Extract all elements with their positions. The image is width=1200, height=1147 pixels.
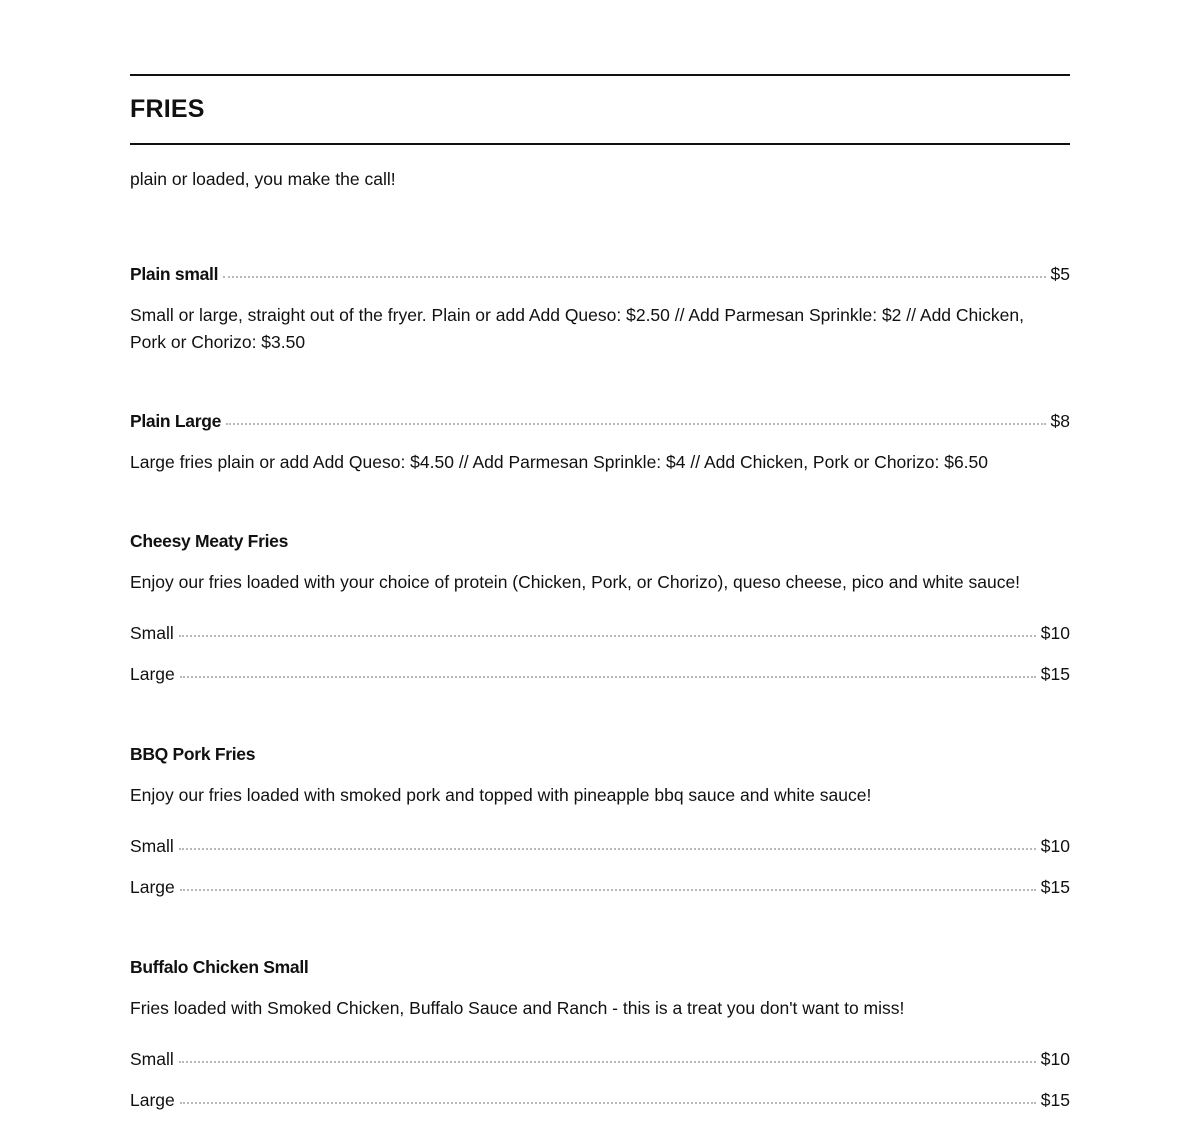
- menu-item-buffalo-chicken-small: [130, 957, 904, 1022]
- item-description: Enjoy our fries loaded with smoked pork and topped with pineapple bbq sauce and white sauce!: [130, 785, 872, 805]
- variant-price: $15: [1040, 664, 1070, 684]
- item-name: Plain Large: [130, 411, 222, 431]
- menu-item-cheesy-meaty-fries: [130, 531, 1020, 596]
- item-heading-row: [130, 411, 1070, 432]
- variant-label: Large: [130, 1090, 175, 1110]
- item-price: $8: [1050, 411, 1070, 431]
- variant-label: Small: [130, 836, 174, 856]
- variant-row: [130, 623, 1070, 644]
- section-description: plain or loaded, you make the call!: [130, 169, 396, 189]
- dotted-leader: [180, 889, 1036, 891]
- item-price: $5: [1050, 264, 1070, 284]
- dotted-leader: [179, 635, 1036, 637]
- item-heading-row: [130, 264, 1070, 285]
- variant-price: $15: [1040, 1090, 1070, 1110]
- menu-item-plain-large: [130, 411, 1070, 476]
- variant-row: [130, 836, 1070, 857]
- variant-price: $15: [1040, 877, 1070, 897]
- item-description: Small or large, straight out of the fryer. Plain or add Add Queso: $2.50 // Add Parmesan Sprinkle: $2 // Add Chicken, Pork or Chorizo: $3.50: [130, 305, 1024, 352]
- dotted-leader: [179, 1061, 1036, 1063]
- section-bottom-rule: [130, 143, 1070, 145]
- variant-label: Large: [130, 877, 175, 897]
- dotted-leader: [179, 848, 1036, 850]
- item-name: Plain small: [130, 264, 219, 284]
- variant-row: [130, 877, 1070, 898]
- dotted-leader: [226, 423, 1045, 425]
- variant-row: [130, 1049, 1070, 1070]
- item-description: Enjoy our fries loaded with your choice of protein (Chicken, Pork, or Chorizo), queso cheese, pico and white sauce!: [130, 572, 1021, 592]
- item-description: Fries loaded with Smoked Chicken, Buffalo Sauce and Ranch - this is a treat you don't want to miss!: [130, 998, 905, 1018]
- dotted-leader: [180, 1102, 1036, 1104]
- menu-item-bbq-pork-fries: [130, 744, 871, 809]
- item-description: Large fries plain or add Add Queso: $4.50 // Add Parmesan Sprinkle: $4 // Add Chicken, Pork or Chorizo: $6.50: [130, 452, 989, 472]
- variant-price: $10: [1040, 623, 1070, 643]
- variant-price: $10: [1040, 836, 1070, 856]
- variant-label: Small: [130, 623, 174, 643]
- dotted-leader: [180, 676, 1036, 678]
- variant-row: [130, 664, 1070, 685]
- item-name: Buffalo Chicken Small: [130, 957, 309, 977]
- variant-label: Large: [130, 664, 175, 684]
- menu-item-plain-small: [130, 264, 1070, 356]
- fries-section: [130, 74, 1070, 1110]
- variant-label: Small: [130, 1049, 174, 1069]
- item-name: Cheesy Meaty Fries: [130, 531, 289, 551]
- section-title: FRIES: [130, 95, 205, 123]
- variant-price: $10: [1040, 1049, 1070, 1069]
- item-name: BBQ Pork Fries: [130, 744, 256, 764]
- variant-row: [130, 1090, 1070, 1111]
- dotted-leader: [223, 276, 1045, 278]
